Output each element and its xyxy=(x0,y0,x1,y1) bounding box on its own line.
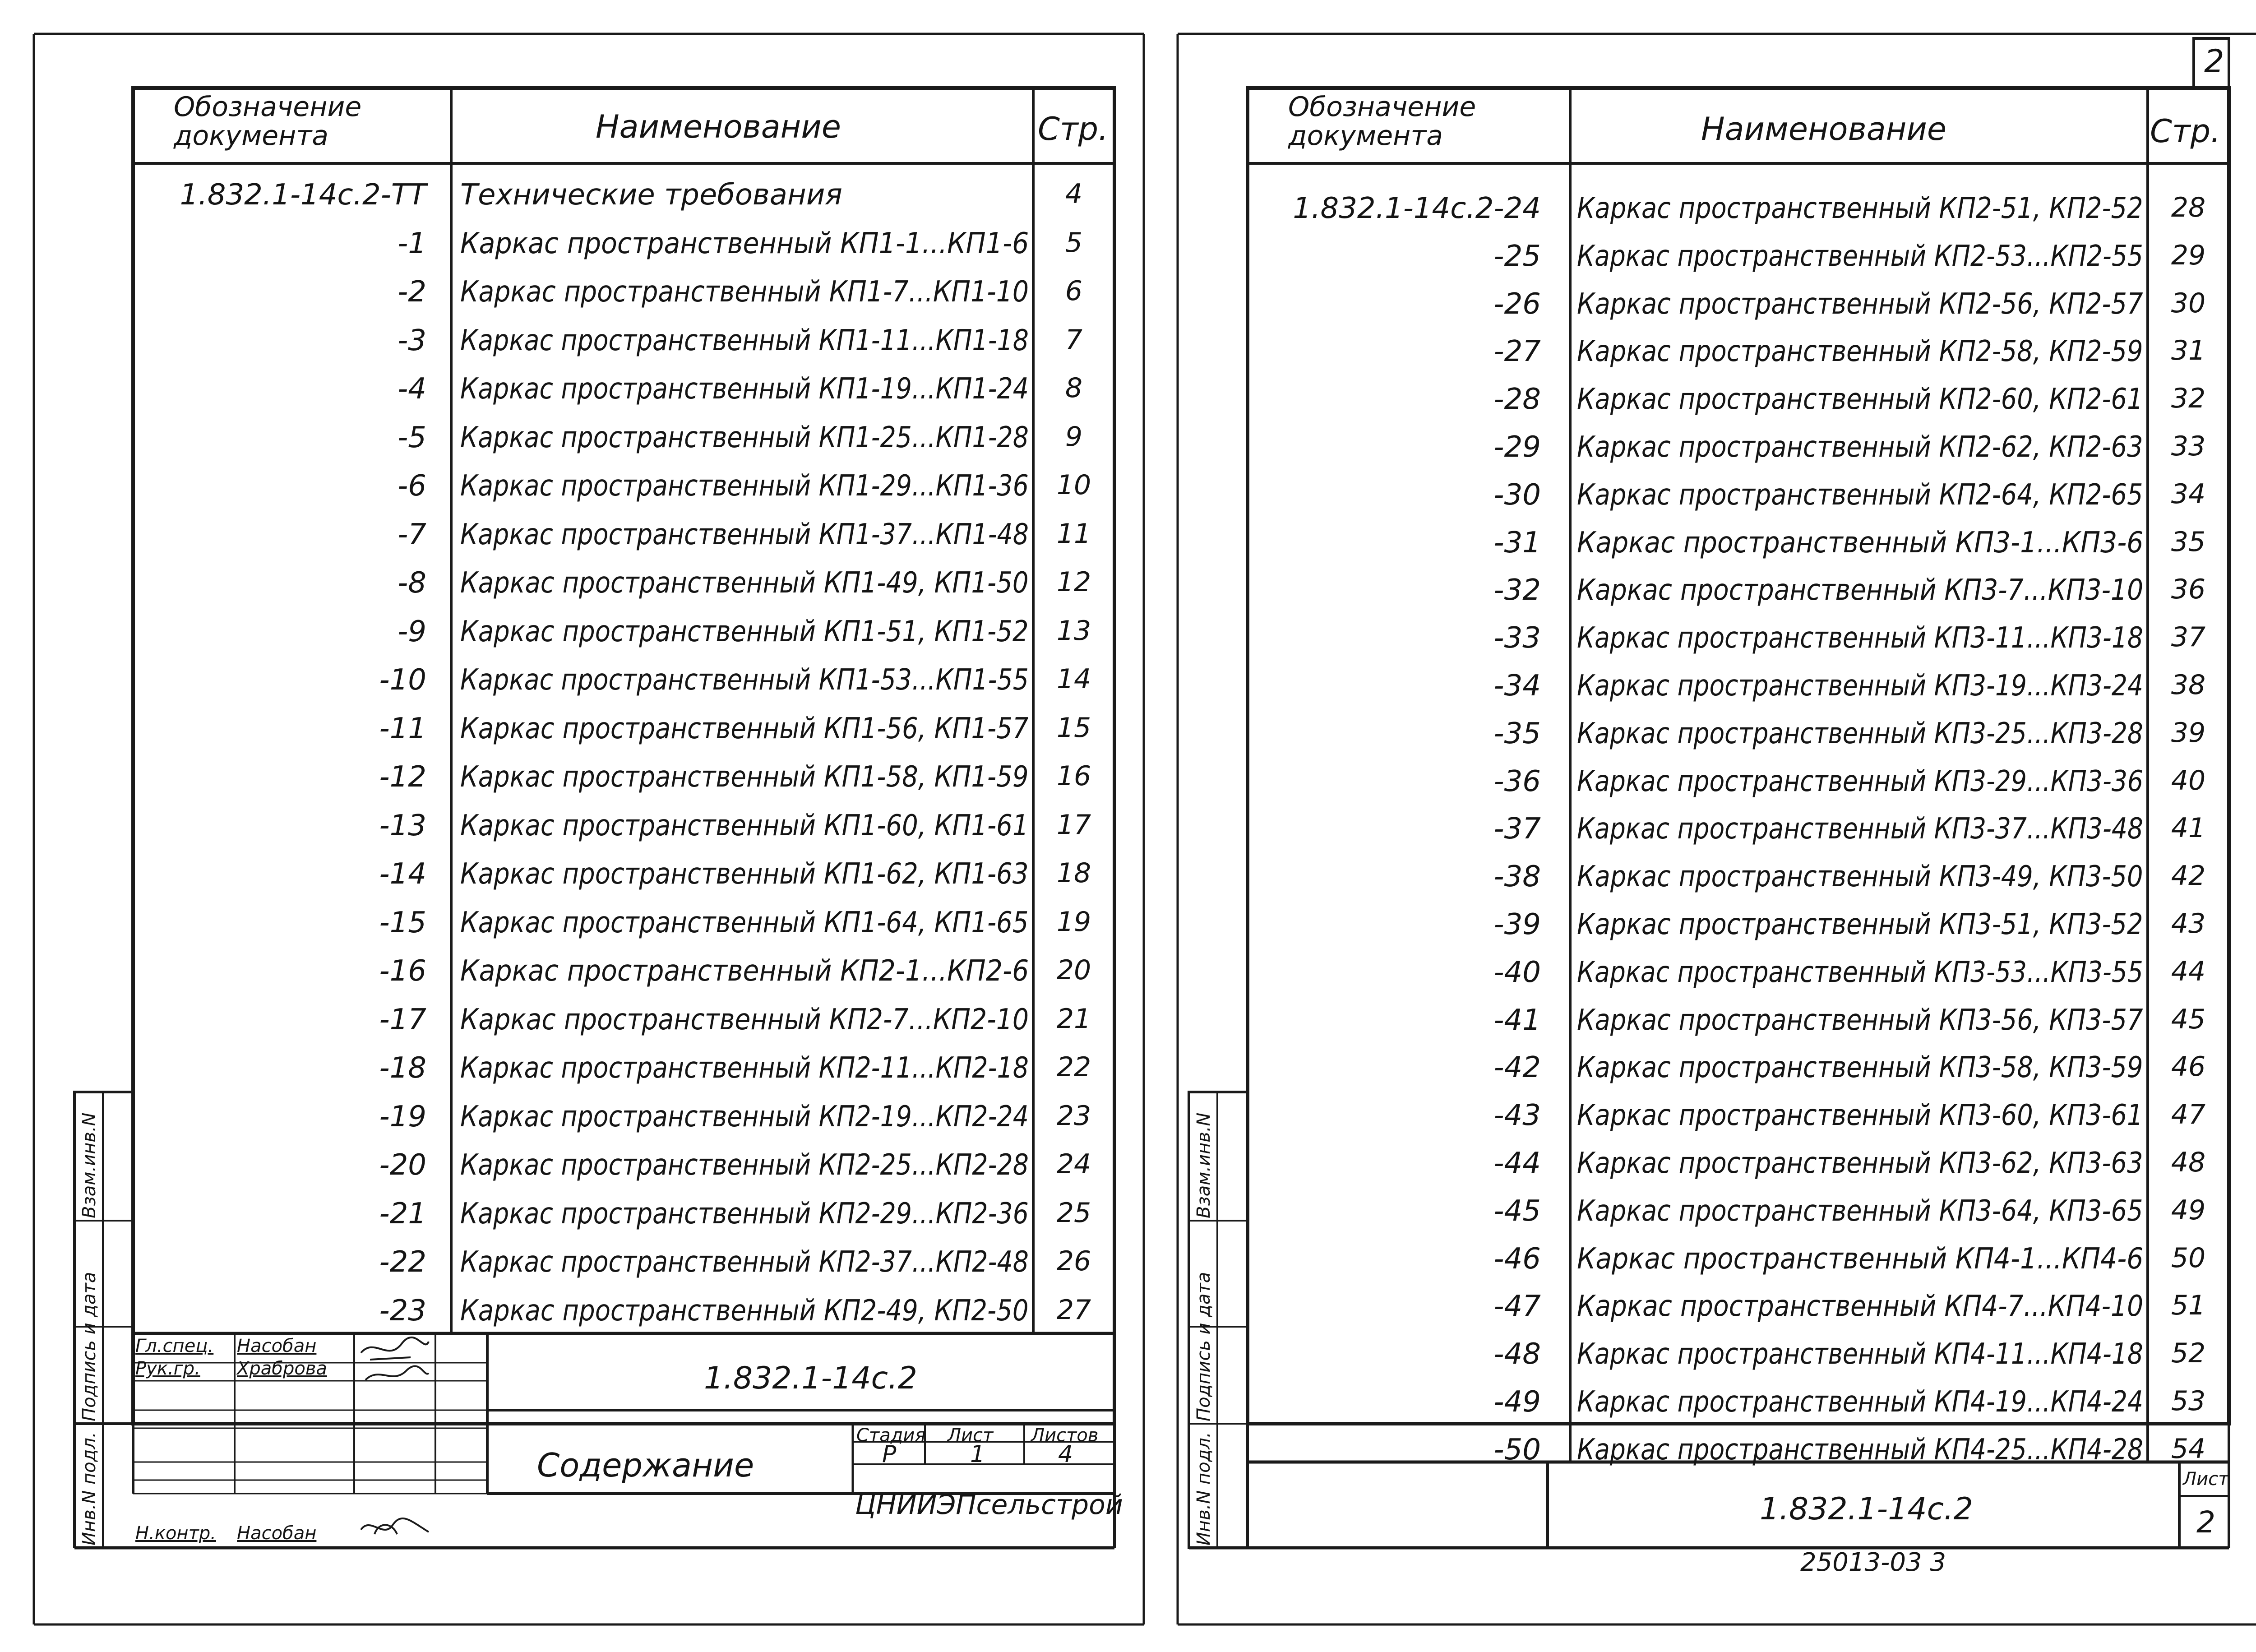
row-code: -33 xyxy=(1493,621,1541,655)
row-code: 1.832.1-14с.2-24 xyxy=(1293,192,1541,225)
row-page: 11 xyxy=(1056,518,1091,550)
row-code: -8 xyxy=(398,566,426,600)
row-code: -1 xyxy=(398,227,426,260)
right-header-designation: Обозначение документа xyxy=(1288,91,1476,152)
row-page: 22 xyxy=(1056,1051,1091,1083)
right-stamp-designation: 1.832.1-14с.2 xyxy=(1760,1491,1973,1527)
row-name: Каркас пространственный КП1-62, КП1-63 xyxy=(460,857,1029,891)
bottom-note: 25013-03 3 xyxy=(1800,1548,1946,1577)
row-code: -27 xyxy=(1493,335,1541,369)
row-page: 40 xyxy=(2171,764,2206,796)
row-name: Каркас пространственный КП3-29...КП3-36 xyxy=(1577,764,2143,798)
left-header-designation: Обозначение документа xyxy=(174,91,362,152)
row-page: 13 xyxy=(1056,615,1091,647)
row-name: Каркас пространственный КП2-49, КП2-50 xyxy=(460,1294,1029,1328)
row-code: -4 xyxy=(398,372,426,406)
row-page: 4 xyxy=(1065,178,1083,210)
row-page: 41 xyxy=(2171,812,2206,844)
row-page: 53 xyxy=(2171,1385,2206,1417)
row-code: -39 xyxy=(1493,908,1541,941)
row-code: -44 xyxy=(1493,1147,1541,1180)
side-label-podpis-data: Подпись и дата xyxy=(1193,1272,1214,1421)
row-name: Каркас пространственный КП3-25...КП3-28 xyxy=(1577,717,2143,750)
stamp-sheets-value: 4 xyxy=(1058,1441,1073,1468)
row-name: Каркас пространственный КП3-7...КП3-10 xyxy=(1577,574,2144,607)
row-code: -37 xyxy=(1493,812,1541,846)
row-code: -47 xyxy=(1493,1290,1541,1323)
row-name: Каркас пространственный КП1-29...КП1-36 xyxy=(460,469,1029,503)
row-name: Каркас пространственный КП1-19...КП1-24 xyxy=(460,372,1029,406)
row-page: 8 xyxy=(1065,372,1083,404)
signature-icon xyxy=(356,1335,433,1389)
row-page: 25 xyxy=(1056,1197,1091,1229)
row-code: -14 xyxy=(379,857,426,891)
left-header-page: Стр. xyxy=(1038,111,1109,148)
row-name: Технические требования xyxy=(460,178,842,212)
stamp-name-2: Храброва xyxy=(237,1358,327,1379)
row-name: Каркас пространственный КП2-60, КП2-61 xyxy=(1577,383,2143,416)
top-sheet-number: 2 xyxy=(2204,43,2224,80)
stamp-sheet-label: Лист xyxy=(948,1425,994,1446)
row-page: 15 xyxy=(1056,712,1091,744)
stamp-name-3: Насобан xyxy=(237,1523,317,1544)
row-page: 28 xyxy=(2171,192,2206,223)
row-name: Каркас пространственный КП2-62, КП2-63 xyxy=(1577,430,2143,464)
row-name: Каркас пространственный КП2-11...КП2-18 xyxy=(460,1051,1029,1085)
row-page: 32 xyxy=(2171,383,2206,415)
row-page: 37 xyxy=(2171,621,2206,653)
side-label-inv-podl: Инв.N подл. xyxy=(1193,1432,1214,1546)
row-code: 1.832.1-14с.2-ТТ xyxy=(180,178,426,212)
row-page: 27 xyxy=(1056,1294,1091,1326)
row-name: Каркас пространственный КП3-11...КП3-18 xyxy=(1577,621,2143,655)
row-name: Каркас пространственный КП2-51, КП2-52 xyxy=(1577,192,2143,225)
stamp-role-3: Н.контр. xyxy=(135,1523,216,1544)
row-code: -25 xyxy=(1493,239,1541,273)
row-code: -29 xyxy=(1493,430,1541,464)
row-code: -18 xyxy=(379,1051,426,1085)
row-page: 36 xyxy=(2171,574,2206,606)
row-page: 46 xyxy=(2171,1051,2206,1083)
row-code: -23 xyxy=(379,1294,426,1328)
row-name: Каркас пространственный КП2-64, КП2-65 xyxy=(1577,478,2143,512)
row-page: 9 xyxy=(1065,421,1083,453)
row-code: -26 xyxy=(1493,287,1541,321)
row-page: 12 xyxy=(1056,566,1091,598)
side-label-vzam-inv: Взам.инв.N xyxy=(79,1112,100,1218)
row-code: -3 xyxy=(398,324,426,357)
row-page: 18 xyxy=(1056,857,1091,889)
row-page: 24 xyxy=(1056,1148,1091,1180)
row-page: 34 xyxy=(2171,478,2206,510)
row-page: 17 xyxy=(1056,809,1091,841)
row-page: 29 xyxy=(2171,239,2206,271)
row-name: Каркас пространственный КП3-58, КП3-59 xyxy=(1577,1051,2143,1085)
row-name: Каркас пространственный КП3-1...КП3-6 xyxy=(1577,526,2144,560)
stamp-stage-value: Р xyxy=(882,1441,897,1468)
row-page: 48 xyxy=(2171,1147,2206,1178)
row-code: -31 xyxy=(1493,526,1541,560)
row-code: -7 xyxy=(398,518,426,551)
stamp-sheets-label: Листов xyxy=(1031,1425,1099,1446)
row-name: Каркас пространственный КП1-58, КП1-59 xyxy=(460,760,1029,794)
row-page: 44 xyxy=(2171,955,2206,987)
row-name: Каркас пространственный КП1-60, КП1-61 xyxy=(460,809,1029,842)
row-page: 33 xyxy=(2171,430,2206,462)
row-code: -9 xyxy=(398,615,426,648)
row-page: 45 xyxy=(2171,1003,2206,1035)
row-name: Каркас пространственный КП1-1...КП1-6 xyxy=(460,227,1029,260)
row-code: -32 xyxy=(1493,574,1541,607)
row-name: Каркас пространственный КП3-60, КП3-61 xyxy=(1577,1099,2143,1133)
row-name: Каркас пространственный КП2-37...КП2-48 xyxy=(460,1245,1029,1279)
row-page: 5 xyxy=(1065,227,1083,259)
row-page: 31 xyxy=(2171,335,2206,367)
row-page: 26 xyxy=(1056,1245,1091,1277)
row-code: -43 xyxy=(1493,1099,1541,1133)
row-name: Каркас пространственный КП1-56, КП1-57 xyxy=(460,712,1029,745)
stamp-role-1: Гл.спец. xyxy=(135,1336,214,1356)
row-code: -22 xyxy=(379,1245,426,1279)
row-page: 14 xyxy=(1056,663,1091,695)
row-page: 54 xyxy=(2171,1433,2206,1465)
row-code: -19 xyxy=(379,1100,426,1134)
stamp-role-2: Рук.гр. xyxy=(135,1358,200,1379)
row-code: -35 xyxy=(1493,717,1541,750)
row-page: 49 xyxy=(2171,1194,2206,1226)
stamp-sheet-value: 1 xyxy=(970,1441,985,1468)
row-page: 6 xyxy=(1065,275,1083,307)
row-page: 52 xyxy=(2171,1337,2206,1370)
row-code: -42 xyxy=(1493,1051,1541,1085)
left-stamp-title: Содержание xyxy=(537,1446,754,1484)
row-code: -36 xyxy=(1493,764,1541,798)
row-page: 51 xyxy=(2171,1290,2206,1322)
row-code: -12 xyxy=(379,760,426,794)
row-code: -11 xyxy=(379,712,426,745)
row-name: Каркас пространственный КП3-62, КП3-63 xyxy=(1577,1147,2143,1180)
row-page: 30 xyxy=(2171,287,2206,319)
right-header-name: Наименование xyxy=(1701,111,1946,148)
row-code: -16 xyxy=(379,954,426,988)
row-page: 16 xyxy=(1056,760,1091,792)
left-header-name: Наименование xyxy=(596,108,841,145)
row-name: Каркас пространственный КП1-64, КП1-65 xyxy=(460,906,1029,939)
row-code: -38 xyxy=(1493,860,1541,894)
row-name: Каркас пространственный КП3-56, КП3-57 xyxy=(1577,1003,2143,1037)
side-label-vzam-inv: Взам.инв.N xyxy=(1193,1112,1214,1218)
row-name: Каркас пространственный КП2-1...КП2-6 xyxy=(460,954,1029,988)
row-page: 35 xyxy=(2171,526,2206,558)
row-code: -21 xyxy=(379,1197,426,1231)
row-name: Каркас пространственный КП2-58, КП2-59 xyxy=(1577,335,2143,369)
row-code: -6 xyxy=(398,469,426,503)
row-code: -30 xyxy=(1493,478,1541,512)
row-name: Каркас пространственный КП1-37...КП1-48 xyxy=(460,518,1029,551)
row-name: Каркас пространственный КП1-25...КП1-28 xyxy=(460,421,1029,454)
row-code: -15 xyxy=(379,906,426,939)
row-name: Каркас пространственный КП3-37...КП3-48 xyxy=(1577,812,2143,846)
row-name: Каркас пространственный КП1-11...КП1-18 xyxy=(460,324,1029,357)
row-page: 7 xyxy=(1065,324,1083,356)
right-stamp-sheet-value: 2 xyxy=(2196,1505,2215,1540)
row-name: Каркас пространственный КП4-11...КП4-18 xyxy=(1577,1337,2143,1371)
row-name: Каркас пространственный КП1-49, КП1-50 xyxy=(460,566,1029,600)
row-name: Каркас пространственный КП2-53...КП2-55 xyxy=(1577,239,2143,273)
row-name: Каркас пространственный КП3-53...КП3-55 xyxy=(1577,955,2143,989)
row-code: -40 xyxy=(1493,955,1541,989)
row-page: 38 xyxy=(2171,669,2206,701)
row-page: 50 xyxy=(2171,1242,2206,1274)
row-name: Каркас пространственный КП2-7...КП2-10 xyxy=(460,1003,1029,1037)
side-label-podpis-data: Подпись и дата xyxy=(79,1272,100,1421)
row-code: -13 xyxy=(379,809,426,842)
row-code: -41 xyxy=(1493,1003,1541,1037)
stamp-stage-label: Стадия xyxy=(856,1425,926,1446)
row-code: -2 xyxy=(398,275,426,309)
right-stamp-sheet-label: Лист xyxy=(2183,1469,2229,1490)
row-code: -20 xyxy=(379,1148,426,1182)
row-name: Каркас пространственный КП1-7...КП1-10 xyxy=(460,275,1029,309)
row-name: Каркас пространственный КП3-64, КП3-65 xyxy=(1577,1194,2143,1228)
left-stamp-designation: 1.832.1-14с.2 xyxy=(704,1360,917,1396)
row-page: 39 xyxy=(2171,717,2206,749)
row-code: -10 xyxy=(379,663,426,697)
row-name: Каркас пространственный КП4-1...КП4-6 xyxy=(1577,1242,2144,1276)
stamp-name-1: Насобан xyxy=(237,1336,317,1356)
row-name: Каркас пространственный КП4-25...КП4-28 xyxy=(1577,1433,2143,1467)
row-code: -17 xyxy=(379,1003,426,1037)
row-code: -5 xyxy=(398,421,426,454)
row-code: -48 xyxy=(1493,1337,1541,1371)
row-name: Каркас пространственный КП2-25...КП2-28 xyxy=(460,1148,1029,1182)
row-name: Каркас пространственный КП2-56, КП2-57 xyxy=(1577,287,2143,321)
row-name: Каркас пространственный КП4-19...КП4-24 xyxy=(1577,1385,2143,1419)
row-name: Каркас пространственный КП1-53...КП1-55 xyxy=(460,663,1029,697)
row-name: Каркас пространственный КП3-49, КП3-50 xyxy=(1577,860,2143,894)
row-page: 42 xyxy=(2171,860,2206,892)
row-code: -46 xyxy=(1493,1242,1541,1276)
stamp-organization: ЦНИИЭПсельстрой xyxy=(855,1489,1123,1521)
row-code: -49 xyxy=(1493,1385,1541,1419)
row-page: 21 xyxy=(1056,1003,1091,1035)
row-code: -45 xyxy=(1493,1194,1541,1228)
row-page: 23 xyxy=(1056,1100,1091,1132)
signature-icon xyxy=(356,1512,433,1546)
row-page: 47 xyxy=(2171,1099,2206,1131)
side-label-inv-podl: Инв.N подл. xyxy=(79,1432,100,1546)
row-page: 10 xyxy=(1056,469,1091,501)
row-name: Каркас пространственный КП4-7...КП4-10 xyxy=(1577,1290,2144,1323)
row-page: 20 xyxy=(1056,954,1091,986)
row-code: -34 xyxy=(1493,669,1541,703)
row-name: Каркас пространственный КП3-51, КП3-52 xyxy=(1577,908,2143,941)
row-page: 43 xyxy=(2171,908,2206,939)
row-code: -50 xyxy=(1493,1433,1541,1467)
row-page: 19 xyxy=(1056,906,1091,938)
row-name: Каркас пространственный КП3-19...КП3-24 xyxy=(1577,669,2143,703)
right-header-page: Стр. xyxy=(2150,113,2221,150)
row-name: Каркас пространственный КП1-51, КП1-52 xyxy=(460,615,1029,648)
row-name: Каркас пространственный КП2-29...КП2-36 xyxy=(460,1197,1029,1231)
row-name: Каркас пространственный КП2-19...КП2-24 xyxy=(460,1100,1029,1134)
row-code: -28 xyxy=(1493,383,1541,416)
